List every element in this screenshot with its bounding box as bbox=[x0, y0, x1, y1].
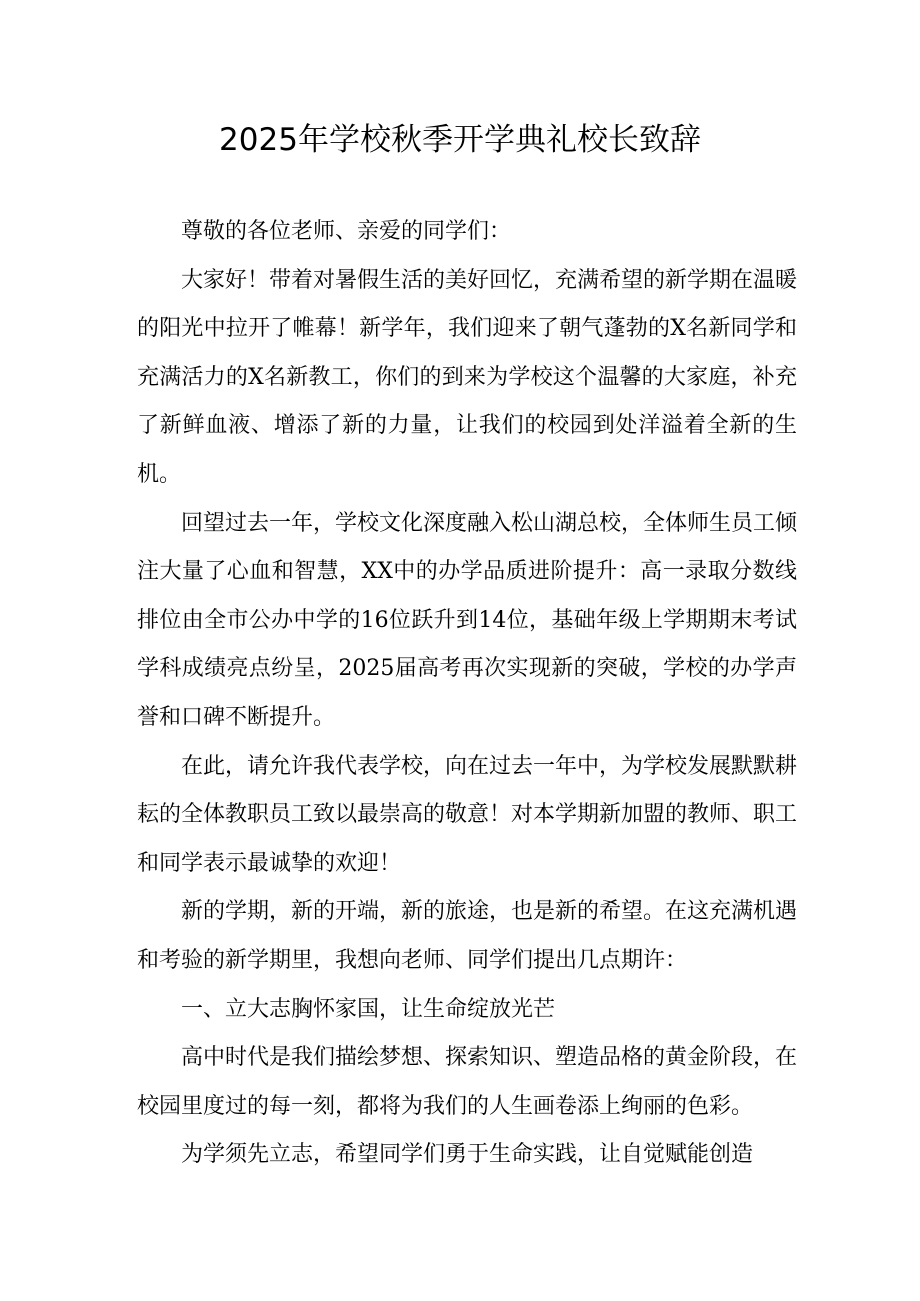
document-body bbox=[137, 208, 797, 1180]
document-title: 2025年学校秋季开学典礼校长致辞 bbox=[219, 122, 701, 158]
paragraph-high-school: 高中时代是我们描绘梦想、探索知识、塑造品格的黄金阶段，在校园里度过的每一刻，都将为我们的人生画卷添上绚丽的色彩。 bbox=[137, 1045, 798, 1119]
section-heading-one: 一、立大志胸怀家国，让生命绽放光芒 bbox=[181, 996, 556, 1022]
paragraph-review: 回望过去一年，学校文化深度融入松山湖总校，全体师生员工倾注大量了心血和智慧，XX中的办学品质进阶提升：高一录取分数线排位由全市公办中学的16位跃升到14位，基础年级上学期期末考试学科成绩亮点纷呈，2025届高考再次实现新的突破，学校的办学声誉和口碑不断提升。 bbox=[137, 510, 798, 730]
paragraph-ambition: 为学须先立志，希望同学们勇于生命实践，让自觉赋能创造 bbox=[181, 1142, 754, 1168]
paragraph-thanks: 在此，请允许我代表学校，向在过去一年中，为学校发展默默耕耘的全体教职员工致以最崇高的敬意！对本学期新加盟的教师、职工和同学表示最诚挚的欢迎！ bbox=[137, 753, 798, 876]
paragraph-greeting: 大家好！带着对暑假生活的美好回忆，充满希望的新学期在温暖的阳光中拉开了帷幕！新学年，我们迎来了朝气蓬勃的X名新同学和充满活力的X名新教工，你们的到来为学校这个温馨的大家庭，补充了新鲜血液、增添了新的力量，让我们的校园到处洋溢着全新的生机。 bbox=[137, 267, 798, 487]
paragraph-salutation: 尊敬的各位老师、亲爱的同学们： bbox=[181, 219, 512, 244]
paragraph-new-semester: 新的学期，新的开端，新的旅途，也是新的希望。在这充满机遇和考验的新学期里，我想向老师、同学们提出几点期许： bbox=[137, 899, 798, 973]
